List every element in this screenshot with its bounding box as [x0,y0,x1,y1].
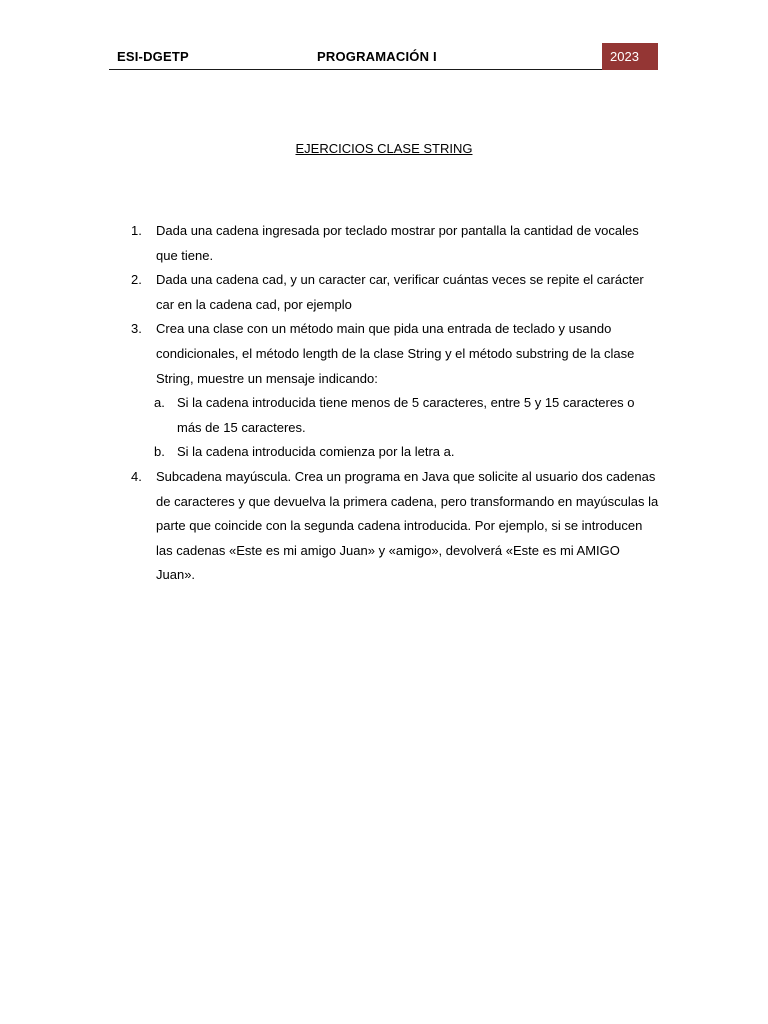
exercise-item-3 [131,317,661,391]
header-school: ESI-DGETP [117,49,189,64]
exercise-item-2 [131,268,661,317]
exercise-text: Crea una clase con un método main que pida una entrada de teclado y usando condicionales, el método length de la clase String y el método substring de la clase String, muestre un mensaje indicando: [156,321,635,386]
exercise-item-4 [131,465,661,588]
header-course: PROGRAMACIÓN I [317,49,437,64]
exercise-list [131,219,661,588]
exercise-text: Dada una cadena cad, y un caracter car, verificar cuántas veces se repite el carácter car en la cadena cad, por ejemplo [156,272,644,312]
sub-item-letter: a. [154,395,165,411]
sub-item-letter: b. [154,444,165,460]
header-divider [109,69,603,70]
document-title-text: EJERCICIOS CLASE STRING [295,141,473,156]
exercise-item-1 [131,219,661,268]
page-header [109,43,658,70]
sub-item-b [131,440,661,465]
exercise-number: 1. [131,223,142,238]
exercise-number: 3. [131,321,142,337]
document-title [0,141,768,156]
exercise-number: 2. [131,272,142,288]
exercise-number: 4. [131,468,142,484]
sub-item-a [131,391,661,440]
exercise-text: Dada una cadena ingresada por teclado mostrar por pantalla la cantidad de vocales que tiene. [156,223,639,263]
header-year-badge: 2023 [602,43,658,70]
sub-item-text: Si la cadena introducida comienza por la letra a. [177,444,455,460]
sub-item-text: Si la cadena introducida tiene menos de 5 caracteres, entre 5 y 15 caracteres o más de 15 caracteres. [177,395,635,435]
exercise-3-subitems [131,391,661,465]
sub-list [131,391,661,465]
exercise-text: Subcadena mayúscula. Crea un programa en Java que solicite al usuario dos cadenas de caracteres y que devuelva la primera cadena, pero transformando en mayúsculas la parte que coincide con la segunda cadena introducida. Por ejemplo, si se introducen las cadenas «Este es mi amigo Juan» y «amigo», devolverá «Este es mi AMIGO Juan». [156,468,659,583]
